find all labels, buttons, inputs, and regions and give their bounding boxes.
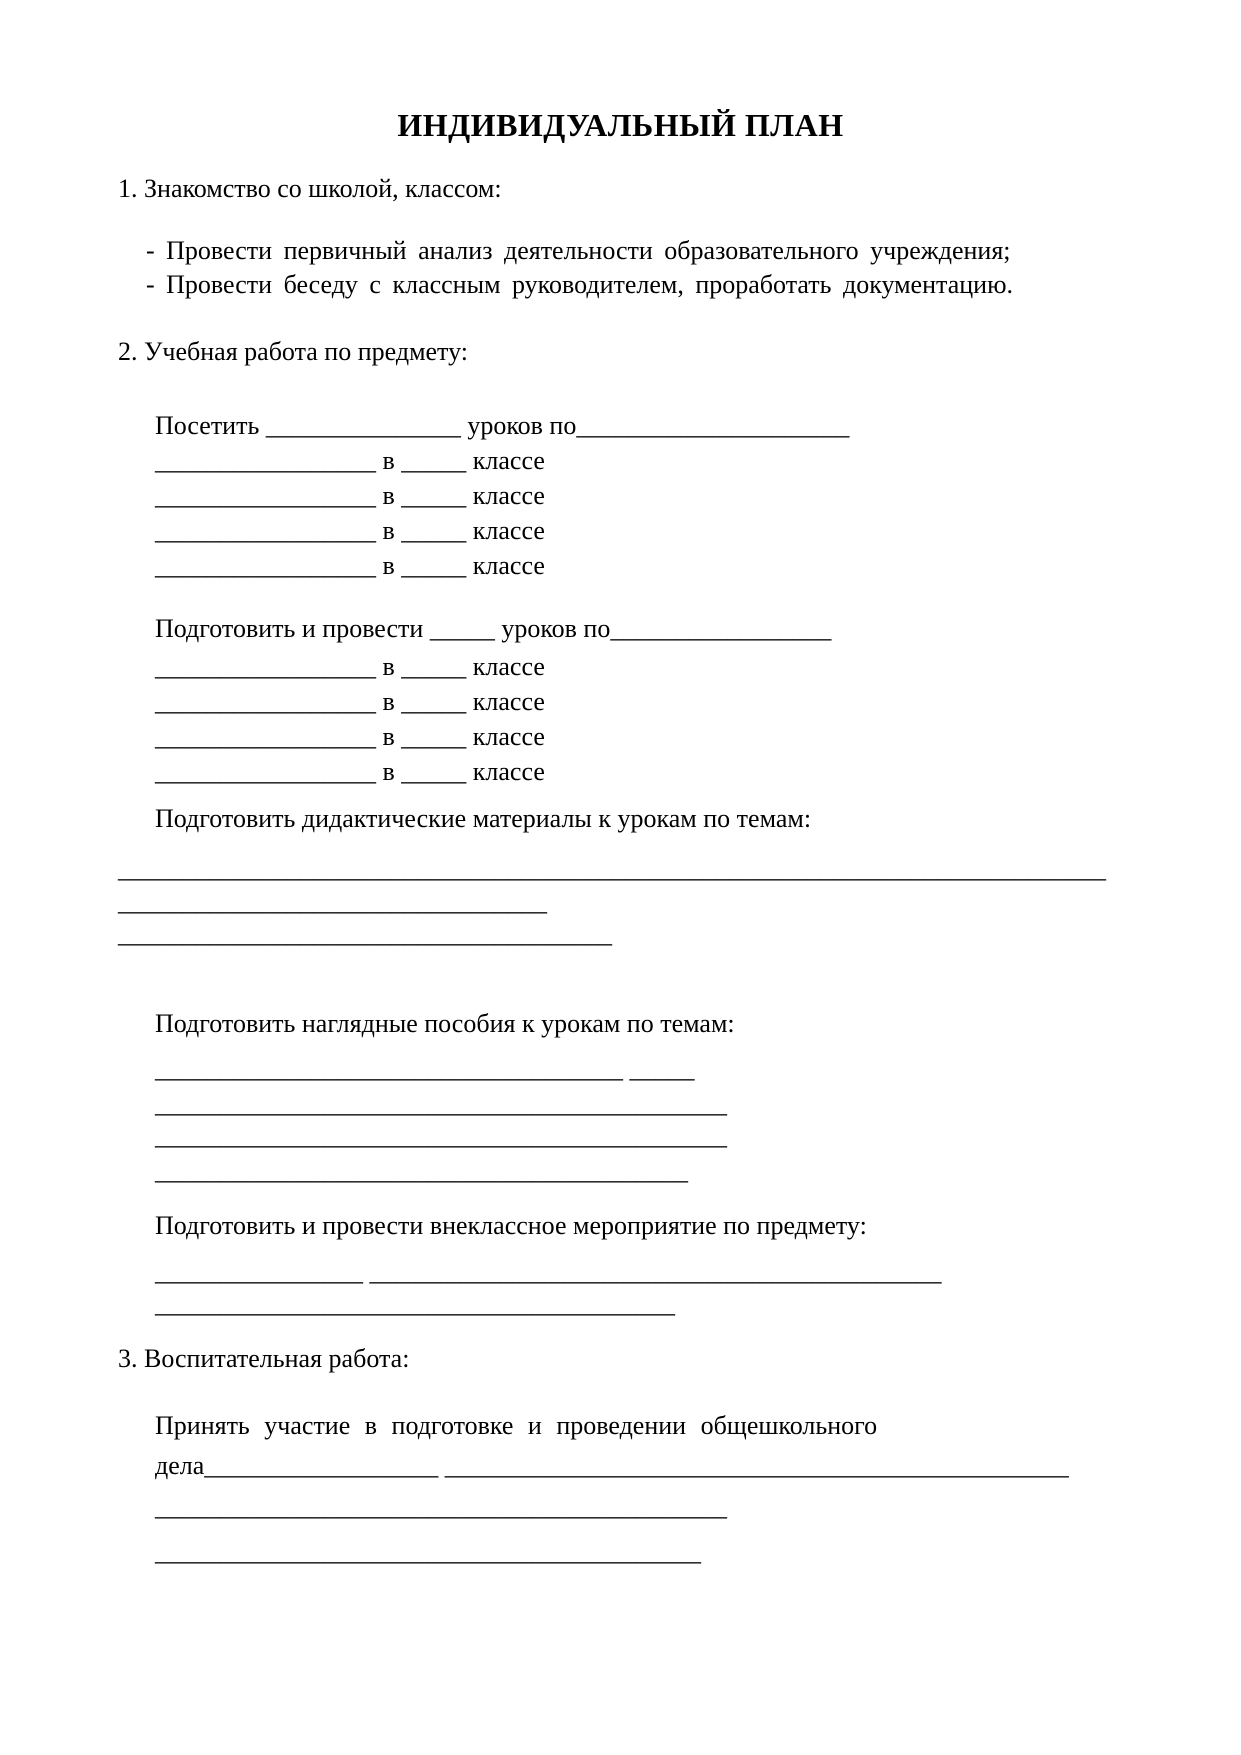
didactic-materials-heading: Подготовить дидактические материалы к урокам по темам: <box>155 804 812 833</box>
extracurricular-event-heading: Подготовить и провести внеклассное мероприятие по предмету: <box>155 1211 867 1240</box>
visual-aids-heading: Подготовить наглядные пособия к урокам по темам: <box>155 1009 735 1038</box>
section-1-bullet-2: - Провести беседу с классным руководителем, проработать документацию. <box>146 270 1013 299</box>
visit-class-blank-row: _________________ в _____ классе <box>155 516 545 545</box>
section-1-bullet-1: - Провести первичный анализ деятельности образовательного учреждения; <box>146 236 1011 265</box>
visual-aids-blank-line: ____________________________________________ <box>155 1089 727 1118</box>
visit-class-blank-row: _________________ в _____ классе <box>155 446 545 475</box>
visit-class-blank-row: _________________ в _____ классе <box>155 551 545 580</box>
event-blank-line: ________________ ____________________________________________ <box>155 1257 942 1286</box>
section-1-heading: 1. Знакомство со школой, классом: <box>118 174 502 203</box>
section-3-blank-line: __________________________________________ <box>155 1537 701 1566</box>
visit-class-blank-row: _________________ в _____ классе <box>155 481 545 510</box>
conduct-lessons-line: Подготовить и провести _____ уроков по_________________ <box>155 614 832 643</box>
visual-aids-blank-line: ____________________________________ _____ <box>155 1054 695 1083</box>
section-2-heading: 2. Учебная работа по предмету: <box>118 337 468 366</box>
event-blank-line: ________________________________________ <box>155 1289 675 1318</box>
visual-aids-blank-line: _________________________________________ <box>155 1156 688 1185</box>
visual-aids-blank-line: ____________________________________________ <box>155 1121 727 1150</box>
didactic-blank-line: ______________________________________ <box>118 919 612 948</box>
conduct-class-blank-row: _________________ в _____ классе <box>155 722 545 751</box>
school-event-dela-line: дела__________________ ________________________________________________ <box>155 1451 1069 1480</box>
didactic-blank-line: _________________________________ <box>118 887 547 916</box>
conduct-class-blank-row: _________________ в _____ классе <box>155 687 545 716</box>
conduct-class-blank-row: _________________ в _____ классе <box>155 757 545 786</box>
conduct-class-blank-row: _________________ в _____ классе <box>155 652 545 681</box>
school-event-intro-line: Принять участие в подготовке и проведении общешкольного <box>155 1411 878 1440</box>
visit-lessons-line: Посетить _______________ уроков по_____________________ <box>155 411 850 440</box>
didactic-blank-line: ____________________________________________________________________________ <box>118 854 1106 883</box>
section-3-heading: 3. Воспитательная работа: <box>118 1344 410 1373</box>
document-title: ИНДИВИДУАЛЬНЫЙ ПЛАН <box>397 107 844 143</box>
section-3-blank-line: ____________________________________________ <box>155 1492 727 1521</box>
